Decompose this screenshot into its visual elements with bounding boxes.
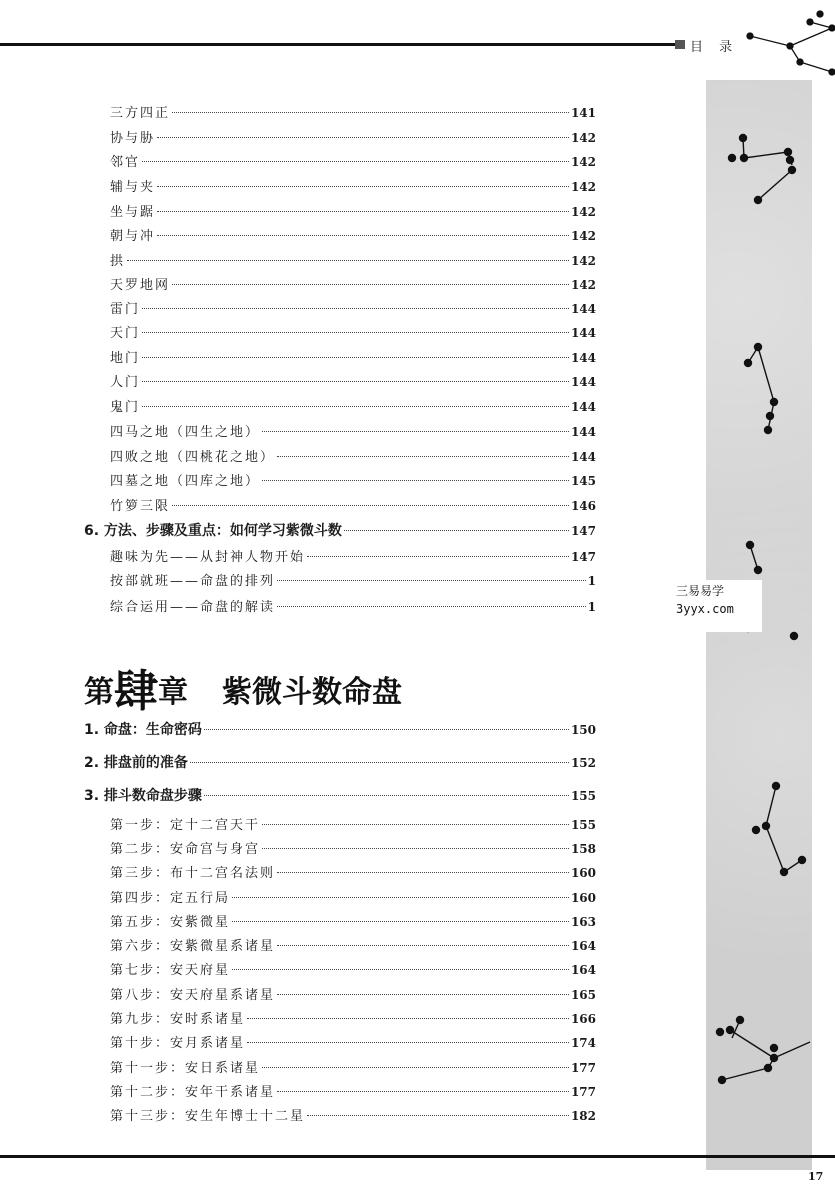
dot-leader — [247, 1018, 569, 1019]
watermark-url: 3yyx.com — [676, 602, 734, 616]
toc-entry-title: 第二步：安命宫与身宫 — [110, 842, 261, 857]
toc-entry-page: 144 — [570, 425, 596, 439]
dot-leader — [262, 848, 569, 849]
toc-entry — [110, 421, 596, 440]
toc-entry — [84, 719, 596, 739]
toc-entry-page: 182 — [570, 1109, 596, 1123]
toc-entry-title: 第一步：定十二宫天干 — [110, 818, 261, 833]
dot-leader — [232, 969, 569, 970]
dot-leader — [142, 308, 569, 309]
toc-entry-page: 1 — [587, 600, 596, 614]
toc-entry-title: 第九步：安时系诸星 — [110, 1012, 246, 1027]
toc-entry — [110, 1057, 596, 1076]
toc-entry — [110, 1105, 596, 1124]
section-label: 目 录 — [690, 40, 739, 55]
toc-entry-title: 朝与冲 — [110, 229, 156, 244]
watermark — [670, 580, 762, 632]
toc-entry — [84, 520, 596, 540]
toc-entry — [110, 250, 596, 269]
toc-entry — [110, 911, 596, 930]
toc-entry-title: 竹箩三限 — [110, 499, 171, 514]
toc-entry — [110, 838, 596, 857]
toc-entry-title: 3. 排斗数命盘步骤 — [84, 788, 202, 804]
dot-leader — [142, 381, 569, 382]
toc-entry-title: 四败之地（四桃花之地） — [110, 450, 276, 465]
toc-entry-page: 142 — [570, 229, 596, 243]
toc-entry — [110, 347, 596, 366]
toc-entry-page: 142 — [570, 155, 596, 169]
toc-entry-page: 142 — [570, 278, 596, 292]
dot-leader — [157, 235, 569, 236]
dot-leader — [172, 505, 569, 506]
toc-entry — [110, 446, 596, 465]
toc-entry — [110, 1081, 596, 1100]
toc-entry-title: 第十二步：安年干系诸星 — [110, 1085, 276, 1100]
dot-leader — [127, 260, 569, 261]
toc-entry-page: 142 — [570, 254, 596, 268]
toc-entry — [110, 570, 596, 589]
toc-entry-title: 第四步：定五行局 — [110, 891, 231, 906]
toc-entry-page: 144 — [570, 375, 596, 389]
toc-entry-page: 150 — [570, 723, 596, 737]
toc-entry — [110, 322, 596, 341]
toc-entry — [110, 862, 596, 881]
footer-rule — [0, 1155, 835, 1158]
toc-entry — [110, 298, 596, 317]
toc-entry-page: 155 — [570, 789, 596, 803]
dot-leader — [157, 186, 569, 187]
chapter-heading — [84, 655, 402, 719]
toc-entry-title: 坐与踞 — [110, 205, 156, 220]
dot-leader — [232, 897, 569, 898]
toc-entry-title: 1. 命盘：生命密码 — [84, 722, 202, 738]
constellation-icon — [740, 0, 835, 80]
toc-entry — [110, 176, 596, 195]
toc-entry — [110, 201, 596, 220]
dot-leader — [277, 606, 586, 607]
toc-entry-page: 165 — [570, 988, 596, 1002]
dot-leader — [277, 945, 569, 946]
toc-entry — [110, 396, 596, 415]
toc-entry-page: 160 — [570, 891, 596, 905]
toc-entry-page: 164 — [570, 939, 596, 953]
toc-entry-title: 2. 排盘前的准备 — [84, 755, 188, 771]
toc-entry — [110, 984, 596, 1003]
toc-entry-page: 144 — [570, 326, 596, 340]
toc-entry-title: 辅与夹 — [110, 180, 156, 195]
dot-leader — [277, 994, 569, 995]
dot-leader — [262, 1067, 569, 1068]
toc-entry-page: 144 — [570, 302, 596, 316]
toc-entry-title: 第十三步：安生年博士十二星 — [110, 1109, 306, 1124]
toc-entry — [84, 752, 596, 772]
toc-entry-page: 163 — [570, 915, 596, 929]
toc-entry-title: 邻官 — [110, 155, 141, 170]
toc-entry — [110, 959, 596, 978]
dot-leader — [344, 530, 569, 531]
dot-leader — [172, 112, 569, 113]
toc-entry-page: 158 — [570, 842, 596, 856]
toc-entry-title: 天门 — [110, 326, 141, 341]
toc-entry-page: 164 — [570, 963, 596, 977]
toc-entry — [110, 1008, 596, 1027]
toc-entry-page: 146 — [570, 499, 596, 513]
toc-entry-page: 144 — [570, 450, 596, 464]
dot-leader — [307, 556, 569, 557]
toc-entry — [110, 495, 596, 514]
dot-leader — [157, 137, 569, 138]
toc-entry — [110, 151, 596, 170]
toc-entry-title: 第十一步：安日系诸星 — [110, 1061, 261, 1076]
toc-entry — [110, 887, 596, 906]
toc-entry — [110, 546, 596, 565]
toc-entry-page: 152 — [570, 756, 596, 770]
toc-entry-page: 177 — [570, 1085, 596, 1099]
dot-leader — [307, 1115, 569, 1116]
toc-entry-page: 142 — [570, 205, 596, 219]
toc-entry — [110, 225, 596, 244]
toc-entry-page: 1 — [587, 574, 596, 588]
dot-leader — [142, 357, 569, 358]
toc-entry — [110, 935, 596, 954]
header-rule — [0, 43, 675, 46]
watermark-text: 三易易学 — [676, 584, 725, 598]
dot-leader — [262, 480, 569, 481]
toc-entry — [110, 470, 596, 489]
dot-leader — [157, 211, 569, 212]
toc-entry-page: 141 — [570, 106, 596, 120]
dot-leader — [142, 332, 569, 333]
chapter-suffix: 章 — [158, 675, 188, 710]
header-marker — [675, 40, 685, 49]
toc-entry — [110, 814, 596, 833]
dot-leader — [232, 921, 569, 922]
toc-entry-page: 147 — [570, 524, 596, 538]
dot-leader — [262, 431, 569, 432]
toc-entry-title: 人门 — [110, 375, 141, 390]
dot-leader — [204, 729, 569, 730]
toc-entry-title: 趣味为先——从封神人物开始 — [110, 550, 306, 565]
toc-entry-title: 拱 — [110, 254, 126, 269]
dot-leader — [277, 872, 569, 873]
toc-entry-title: 协与胁 — [110, 131, 156, 146]
toc-entry-page: 144 — [570, 400, 596, 414]
toc-entry-title: 第五步：安紫微星 — [110, 915, 231, 930]
toc-entry-title: 6. 方法、步骤及重点：如何学习紫微斗数 — [84, 523, 342, 539]
dot-leader — [190, 762, 569, 763]
chapter-title: 紫微斗数命盘 — [222, 675, 402, 710]
toc-entry-title: 第八步：安天府星系诸星 — [110, 988, 276, 1003]
toc-entry-title: 第十步：安月系诸星 — [110, 1036, 246, 1051]
toc-entry-page: 142 — [570, 131, 596, 145]
toc-entry-title: 三方四正 — [110, 106, 171, 121]
dot-leader — [204, 795, 569, 796]
toc-entry-title: 四墓之地（四库之地） — [110, 474, 261, 489]
toc-entry — [84, 785, 596, 805]
toc-entry — [110, 371, 596, 390]
toc-entry-title: 鬼门 — [110, 400, 141, 415]
toc-entry-page: 174 — [570, 1036, 596, 1050]
dot-leader — [277, 1091, 569, 1092]
toc-entry — [110, 102, 596, 121]
toc-entry-page: 160 — [570, 866, 596, 880]
chapter-number: 肆 — [114, 666, 158, 717]
toc-entry — [110, 1032, 596, 1051]
toc-entry-title: 按部就班——命盘的排列 — [110, 574, 276, 589]
toc-entry-title: 地门 — [110, 351, 141, 366]
toc-entry-title: 综合运用——命盘的解读 — [110, 600, 276, 615]
page-number: 17 — [808, 1170, 824, 1183]
dot-leader — [262, 824, 569, 825]
toc-entry-page: 177 — [570, 1061, 596, 1075]
toc-entry-title: 四马之地（四生之地） — [110, 425, 261, 440]
toc-entry-title: 第六步：安紫微星系诸星 — [110, 939, 276, 954]
toc-entry — [110, 274, 596, 293]
toc-entry — [110, 127, 596, 146]
toc-entry-page: 142 — [570, 180, 596, 194]
dot-leader — [247, 1042, 569, 1043]
dot-leader — [277, 580, 586, 581]
toc-entry-page: 144 — [570, 351, 596, 365]
toc-entry-title: 天罗地网 — [110, 278, 171, 293]
toc-entry-page: 155 — [570, 818, 596, 832]
toc-entry — [110, 596, 596, 615]
toc-entry-page: 145 — [570, 474, 596, 488]
toc-entry-title: 第七步：安天府星 — [110, 963, 231, 978]
chapter-prefix: 第 — [84, 675, 114, 710]
dot-leader — [277, 456, 569, 457]
toc-entry-title: 第三步：布十二宫名法则 — [110, 866, 276, 881]
toc-entry-page: 147 — [570, 550, 596, 564]
dot-leader — [142, 161, 569, 162]
dot-leader — [142, 406, 569, 407]
dot-leader — [172, 284, 569, 285]
toc-entry-page: 166 — [570, 1012, 596, 1026]
toc-entry-title: 雷门 — [110, 302, 141, 317]
